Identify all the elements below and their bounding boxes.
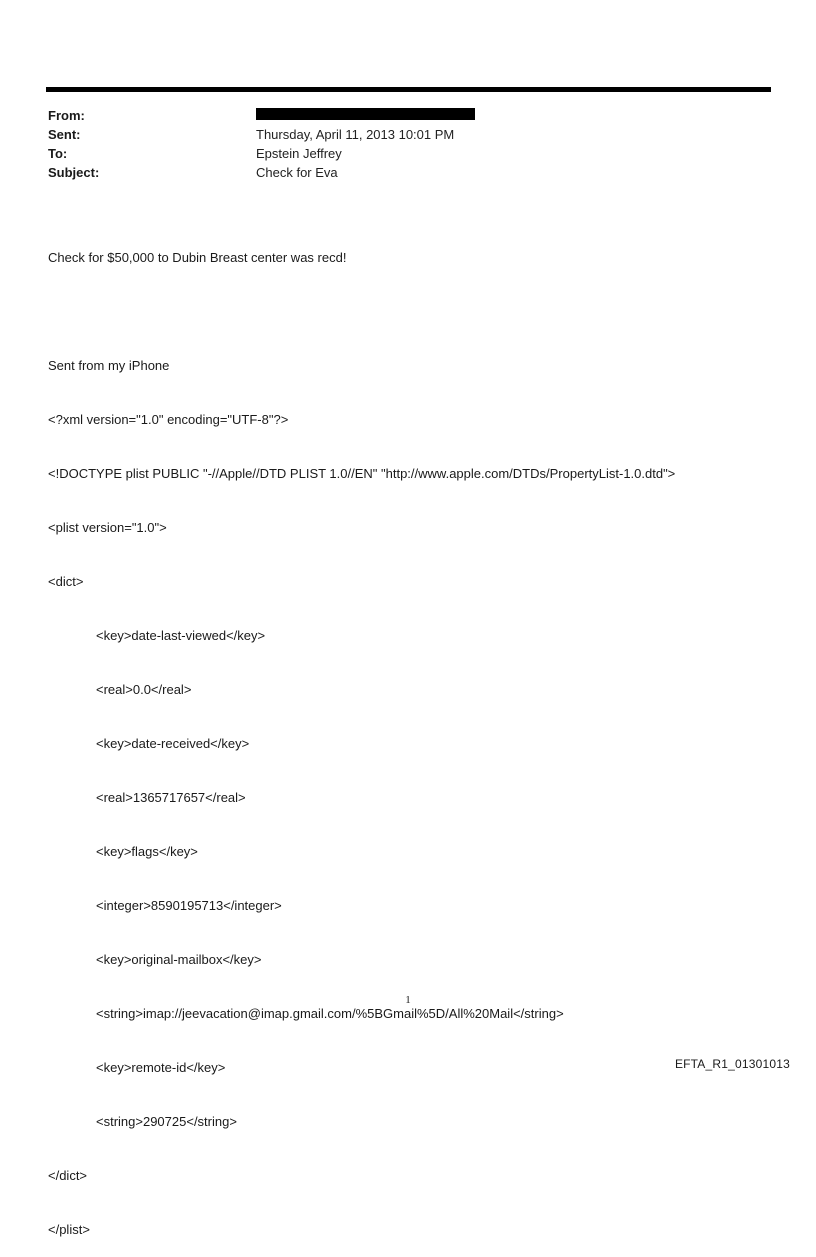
plist-line: </plist> — [48, 1222, 90, 1237]
plist-line: <integer>8590195713</integer> — [96, 898, 282, 913]
plist-line: <key>date-last-viewed</key> — [96, 628, 266, 643]
subject-label: Subject: — [48, 165, 100, 180]
to-value: Epstein Jeffrey — [256, 146, 342, 161]
plist-line: <key>original-mailbox</key> — [96, 952, 262, 967]
page-number: 1 — [405, 994, 411, 1006]
plist-line: <real>0.0</real> — [96, 682, 192, 697]
subject-value: Check for Eva — [256, 165, 338, 180]
plist-line: <!DOCTYPE plist PUBLIC "-//Apple//DTD PLIST 1.0//EN" "http://www.apple.com/DTDs/PropertyList-1.0.dtd"> — [48, 466, 676, 481]
plist-line: <string>290725</string> — [96, 1114, 237, 1129]
to-label: To: — [48, 146, 68, 161]
plist-line: <key>remote-id</key> — [96, 1060, 226, 1075]
plist-line: <dict> — [48, 574, 84, 589]
plist-line: <key>flags</key> — [96, 844, 198, 859]
plist-line: </dict> — [48, 1168, 88, 1183]
plist-line: <plist version="1.0"> — [48, 520, 167, 535]
email-body — [48, 213, 675, 1257]
top-divider — [46, 87, 771, 92]
plist-line: <real>1365717657</real> — [96, 790, 246, 805]
from-label: From: — [48, 108, 85, 123]
bates-number: EFTA_R1_01301013 — [674, 1057, 790, 1071]
message-text: Check for $50,000 to Dubin Breast center was recd! — [48, 250, 347, 265]
sent-label: Sent: — [48, 127, 81, 142]
signature-text: Sent from my iPhone — [48, 358, 170, 373]
plist-line: <string>imap://jeevacation@imap.gmail.com/%5BGmail%5D/All%20Mail</string> — [96, 1006, 564, 1021]
spacer — [48, 303, 675, 321]
plist-line: <?xml version="1.0" encoding="UTF-8"?> — [48, 412, 289, 427]
sent-value: Thursday, April 11, 2013 10:01 PM — [256, 127, 455, 142]
redaction-block — [256, 108, 475, 120]
plist-line: <key>date-received</key> — [96, 736, 250, 751]
